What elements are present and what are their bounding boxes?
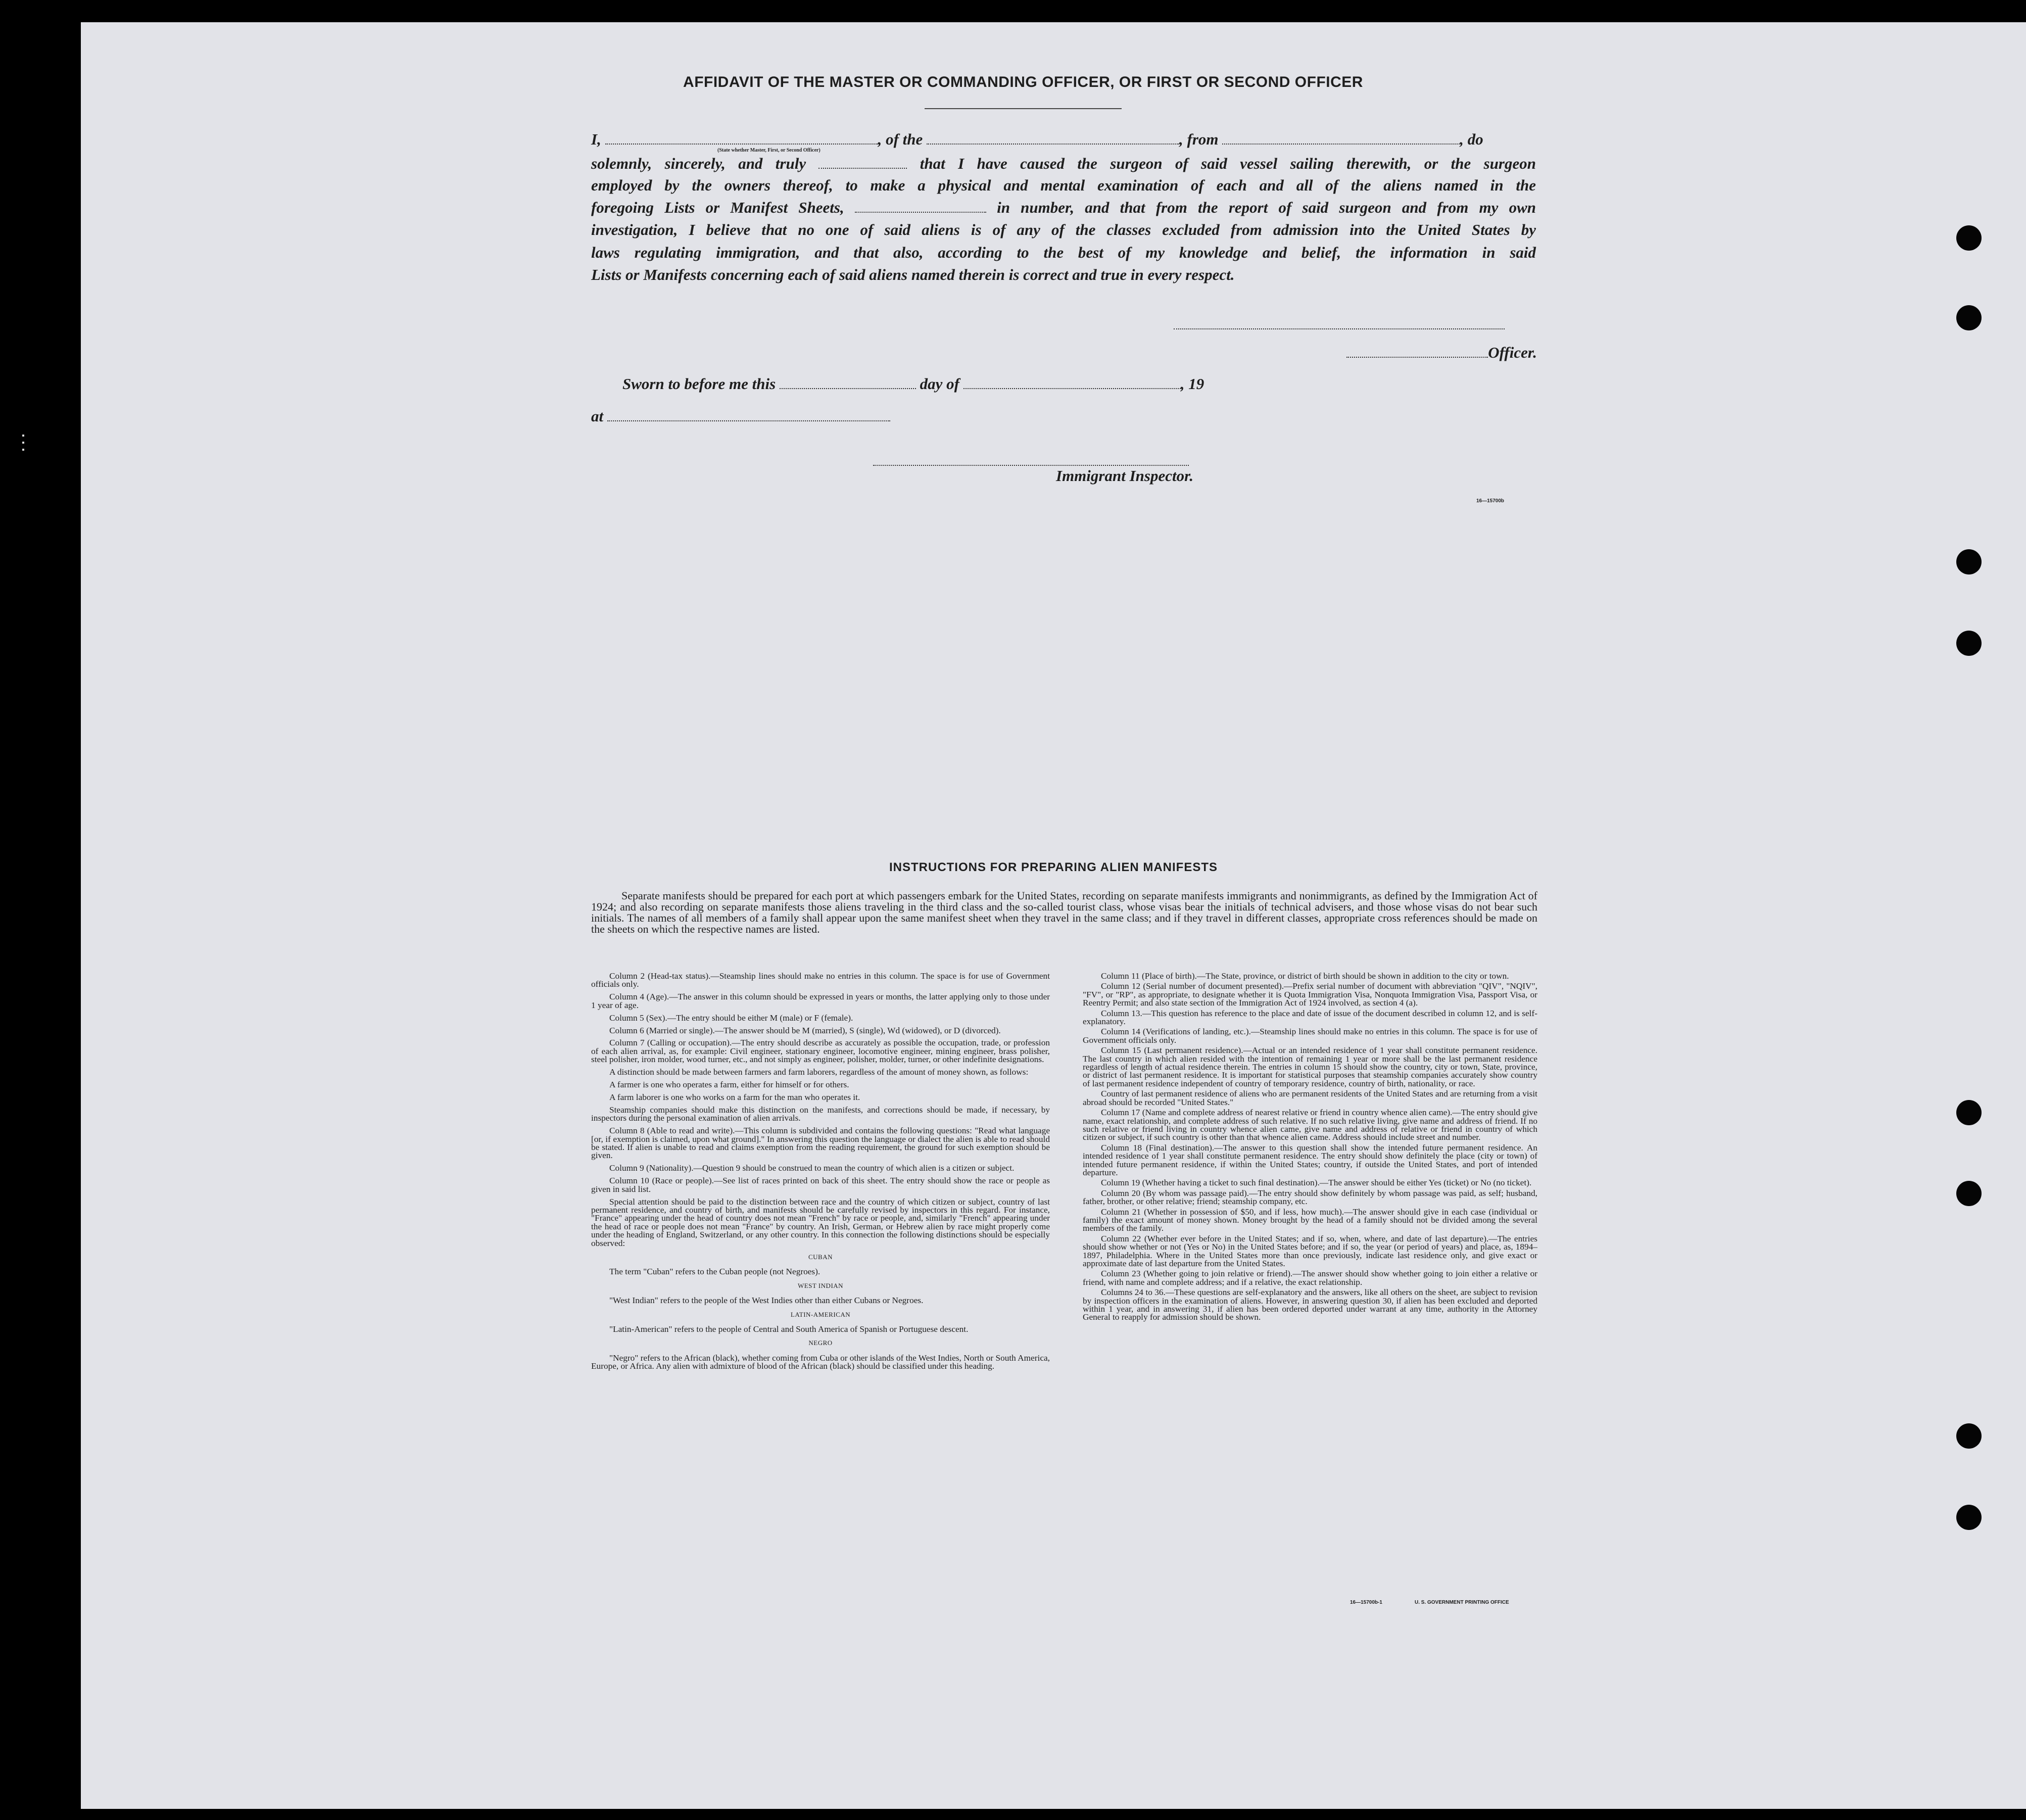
negro-text: "Negro" refers to the African (black), whether coming from Cuba or other islands of the West Indies, North or South America, Europe, or Africa. Any alien with admixture of blood of the African (black) should be classified under this heading. [591, 1353, 1050, 1371]
west-indian-text: "West Indian" refers to the people of the West Indies other than either Cubans or Negroes. [609, 1296, 924, 1306]
footer-code: 16—15700b-1 [1350, 1600, 1382, 1605]
instruction-paragraph: A farm laborer is one who works on a farm for the man who operates it. [609, 1092, 860, 1102]
affidavit-line-6: laws regulating immigration, and that also, according to the best of my knowledge and belief, the information in said [591, 244, 1536, 261]
officer-label: Officer. [1488, 344, 1537, 361]
latin-american-text: "Latin-American" refers to the people of Central and South America of Spanish or Portuguese descent. [609, 1324, 969, 1334]
binding-mark [21, 435, 25, 465]
officer-name-field[interactable] [1346, 346, 1488, 358]
instruction-paragraph: Column 2 (Head-tax status).—Steamship lines should make no entries in this column. The space is for use of Government officials only. [591, 971, 1050, 989]
instruction-paragraph: Column 10 (Race or people).—See list of races printed on back of this sheet. The entry should show the race or people as given in said list. [591, 1176, 1050, 1194]
instruction-paragraph: A farmer is one who operates a farm, either for himself or for others. [609, 1080, 849, 1090]
instruction-paragraph: Column 20 (By whom was passage paid).—The entry should show definitely by whom passage was paid, as self; husband, father, brother, or other relative; friend; steamship company, etc. [1083, 1188, 1537, 1207]
affidavit-i: I, [591, 130, 601, 148]
latin-american-heading: LATIN-AMERICAN [790, 1310, 851, 1318]
affidavit-from: , from [1179, 130, 1219, 148]
instruction-paragraph: Special attention should be paid to the distinction between race and the country of which citizen or subject, country of last permanent residence, and country of birth, and manifests should be carefully revised by inspectors in this regard. For instance, "France" appearing under the head of country does not mean "French" by race or people, and, similarly "French" appearing under the head of race or people does not mean "France" by country. An Irish, German, or Hebrew alien by race might properly come under the heading of England, Switzerland, or any other country. In this connection the following distinctions should be especially observed: [591, 1196, 1050, 1248]
instruction-paragraph: Column 13.—This question has reference to the place and date of issue of the document described in column 12, and is self-explanatory. [1083, 1008, 1537, 1027]
instruction-paragraph: Column 14 (Verifications of landing, etc.).—Steamship lines should make no entries in this column. The space is for use of Government officials only. [1083, 1027, 1537, 1045]
affidavit-title: AFFIDAVIT OF THE MASTER OR COMMANDING OFFICER, OR FIRST OR SECOND OFFICER [683, 74, 1363, 90]
sworn-day-field[interactable] [780, 377, 916, 389]
instructions-title: INSTRUCTIONS FOR PREPARING ALIEN MANIFESTS [889, 860, 1218, 874]
instruction-paragraph: Column 4 (Age).—The answer in this column should be expressed in years or months, the latter applying only to those under 1 year of age. [591, 992, 1050, 1010]
punch-hole [1956, 225, 1982, 251]
punch-hole [1956, 549, 1982, 574]
affidavit-line-2: solemnly, sincerely, and truly that I have caused the surgeon of said vessel sailing therewith, or the surgeon [591, 155, 1536, 172]
instruction-paragraph: Columns 24 to 36.—These questions are self-explanatory and the answers, like all others on the sheet, are subject to revision by inspection officers in the examination of aliens. However, in answering question 30, if alien has been excluded and deported within 1 year, and in answering 31, if alien has been ordered deported under warrant at any time, authority in the Attorney General to reapply for admission should be shown. [1083, 1287, 1537, 1322]
punch-hole [1956, 1423, 1982, 1449]
inspector-label: Immigrant Inspector. [1056, 467, 1194, 485]
sworn-place-field[interactable] [607, 409, 890, 421]
instructions-right-column [1083, 972, 1537, 1324]
sworn-month-field[interactable] [963, 377, 1181, 389]
officer-rank-field[interactable] [605, 132, 878, 145]
instruction-paragraph: Column 21 (Whether in possession of $50, and if less, how much).—The answer should give in each case (individual or family) the exact amount of money shown. Money brought by the head of a family should not be divided among the several members of the family. [1083, 1207, 1537, 1233]
sheet-count-field[interactable] [855, 201, 986, 213]
cuban-heading: CUBAN [808, 1253, 833, 1261]
instruction-paragraph: Column 11 (Place of birth).—The State, province, or district of birth should be shown in addition to the city or town. [1101, 971, 1509, 981]
instruction-paragraph: Steamship companies should make this distinction on the manifests, and corrections should be made, if necessary, by inspectors during the personal examination of alien arrivals. [591, 1105, 1050, 1123]
instruction-paragraph: Column 9 (Nationality).—Question 9 should be construed to mean the country of which alien is a citizen or subject. [609, 1163, 1015, 1173]
instruction-paragraph: Column 19 (Whether having a ticket to such final destination).—The answer should be either Yes (ticket) or No (no ticket). [1101, 1178, 1532, 1188]
punch-hole [1956, 1181, 1982, 1206]
cuban-text: The term "Cuban" refers to the Cuban people (not Negroes). [609, 1267, 821, 1277]
printer-imprint: U. S. GOVERNMENT PRINTING OFFICE [1415, 1600, 1509, 1605]
instructions-intro: Separate manifests should be prepared for each port at which passengers embark for the United States, recording on separate manifests immigrants and nonimmigrants, as defined by the Immigration Act of 1924; and also recording on separate manifests those aliens traveling in the third class and the so-called tourist class, whose visas bear the initials of technical advisers, and those whose visas do not bear such initials. The names of all members of a family shall appear upon the same manifest sheet when they travel in the same class; and if they travel in different classes, appropriate cross references should be made on the sheets on which the respective names are listed. [591, 889, 1537, 935]
instruction-paragraph: Column 15 (Last permanent residence).—Actual or an intended residence of 1 year shall constitute permanent residence. The last country in which alien resided with the intention of remaining 1 year or more shall be the last permanent residence regardless of length of actual residence therein. The entries in column 15 should show the country, city or town, State, province, or district of last permanent residence. It is important for statistical purposes that steamship companies accurately show country of last permanent residence independent of country of temporary residence, country of birth, nationality, or race. [1083, 1045, 1537, 1088]
instruction-paragraph: A distinction should be made between farmers and farm laborers, regardless of the amount of money shown, as follows: [609, 1067, 1029, 1077]
inspector-signature-line[interactable] [873, 465, 1189, 466]
affidavit-line-3: employed by the owners thereof, to make a physical and mental examination of each and all of the aliens named in the [591, 176, 1536, 194]
affidavit-line-4: foregoing Lists or Manifest Sheets, in number, and that from the report of said surgeon and from my own [591, 199, 1536, 216]
at-line: at [591, 407, 890, 425]
affidavit-of-the: , of the [878, 130, 923, 148]
affidavit-do: , do [1460, 130, 1483, 148]
port-field[interactable] [1222, 132, 1460, 145]
instruction-paragraph: Column 18 (Final destination).—The answer to this question shall show the intended future permanent residence. An intended residence of 1 year shall constitute permanent residence. The entry should show definitely the place (city or town) of intended future permanent residence, if within the United States; country, if outside the United States, and port of intended departure. [1083, 1142, 1537, 1177]
punch-hole [1956, 1505, 1982, 1530]
west-indian-heading: WEST INDIAN [797, 1281, 844, 1289]
affidavit-line-5: investigation, I believe that no one of said aliens is of any of the classes excluded from admission into the United States by [591, 221, 1536, 238]
instruction-paragraph: Column 7 (Calling or occupation).—The entry should describe as accurately as possible the occupation, trade, or profession of each alien arrival, as, for example: Civil engineer, stationary engineer, locomotive engineer, mining engineer, brass polisher, steel polisher, iron molder, wood turner, etc., and not simply as engineer, polisher, molder, turner, or other indefinite designations. [591, 1038, 1050, 1065]
instruction-paragraph: Column 17 (Name and complete address of nearest relative or friend in country whence alien came).—The entry should give name, exact relationship, and complete address of such relative. If no such relative living, give name and address of friend. If no such relative or friend living in country whence alien came, give name and address of relative or friend in country of which citizen or subject, if such country is other than that whence alien came. Address should include street and number. [1083, 1108, 1537, 1142]
oath-type-field[interactable] [818, 157, 907, 169]
punch-hole [1956, 631, 1982, 656]
instruction-paragraph: Column 12 (Serial number of document presented).—Prefix serial number of document with abbreviation "QIV", "NQIV", "FV", or "RP", as appropriate, to designate whether it is Quota Immigration Visa, Nonquota Immigration Visa, Passport Visa, or Reentry Permit; and also state section of the Immigration Act of 1924 involved, as section 4 (a). [1083, 981, 1537, 1008]
instructions-left-column [591, 972, 1050, 1373]
instruction-paragraph: Column 5 (Sex).—The entry should be either M (male) or F (female). [609, 1013, 853, 1023]
instruction-paragraph: Column 22 (Whether ever before in the United States; and if so, when, where, and date of last departure).—The entries should show whether or not (Yes or No) in the United States before; and if so, the year (or period of years) and place, as, 1894–1897, Philadelphia. Where in the United States more than once previously, indicate last residence only, and give exact or approximate date of last departure from the United States. [1083, 1233, 1537, 1268]
instruction-paragraph: Column 8 (Able to read and write).—This column is subdivided and contains the following questions: "Read what language [or, if exemption is claimed, upon what ground]." In answering this question the language or dialect the alien is able to read should be stated. If alien is unable to read and claims exemption from the reading requirement, the ground for such exemption should be given. [591, 1126, 1050, 1161]
officer-signature-line[interactable] [1174, 328, 1505, 329]
title-rule [925, 108, 1122, 109]
sworn-line: Sworn to before me this day of , 19 [622, 375, 1204, 393]
form-code: 16—15700b [1476, 498, 1505, 504]
instruction-paragraph: Column 23 (Whether going to join relative or friend).—The answer should show whether going to join either a relative or friend, with name and complete address; and if a relative, the exact relationship. [1083, 1269, 1537, 1287]
officer-signature [1340, 344, 1537, 362]
negro-heading: NEGRO [808, 1339, 833, 1347]
punch-hole [1956, 305, 1982, 330]
rank-note: (State whether Master, First, or Second Officer) [717, 148, 821, 153]
punch-hole [1956, 1100, 1982, 1125]
vessel-name-field[interactable] [927, 132, 1179, 145]
affidavit-line-7: Lists or Manifests concerning each of said aliens named therein is correct and true in every respect. [591, 266, 1235, 283]
instruction-paragraph: Column 6 (Married or single).—The answer should be M (married), S (single), Wd (widowed), or D (divorced). [609, 1025, 1001, 1035]
instruction-paragraph: Country of last permanent residence of aliens who are permanent residents of the United States and are returning from a visit abroad should be recorded "United States." [1083, 1089, 1537, 1107]
